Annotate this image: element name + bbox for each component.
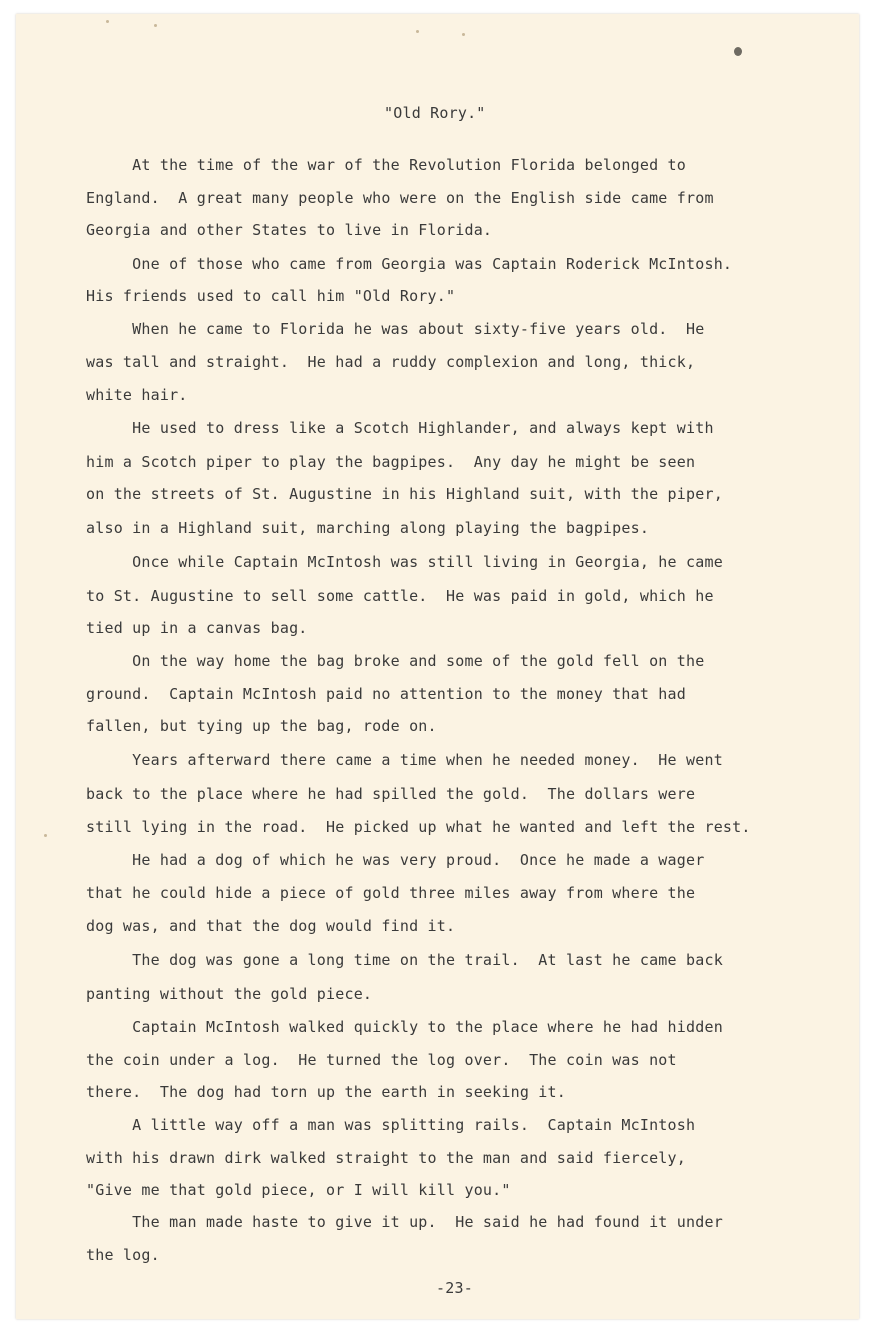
text-line: white hair. bbox=[86, 386, 188, 404]
text-line: was tall and straight. He had a ruddy complexion and long, thick, bbox=[86, 353, 696, 371]
text-line: He had a dog of which he was very proud. Once he made a wager bbox=[86, 851, 705, 869]
paper-speck bbox=[106, 20, 109, 23]
paper-speck bbox=[462, 33, 465, 36]
text-line: tied up in a canvas bag. bbox=[86, 619, 308, 637]
text-line: also in a Highland suit, marching along playing the bagpipes. bbox=[86, 519, 650, 537]
text-line: the coin under a log. He turned the log over. The coin was not bbox=[86, 1051, 677, 1069]
text-line: The man made haste to give it up. He said he had found it under bbox=[86, 1213, 723, 1231]
text-line: fallen, but tying up the bag, rode on. bbox=[86, 717, 437, 735]
text-line: England. A great many people who were on the English side came from bbox=[86, 189, 714, 207]
text-line: A little way off a man was splitting rails. Captain McIntosh bbox=[86, 1116, 696, 1134]
text-line: One of those who came from Georgia was Captain Roderick McIntosh. bbox=[86, 255, 733, 273]
paper-speck bbox=[44, 834, 47, 837]
page-number: -23- bbox=[436, 1279, 473, 1297]
text-line: the log. bbox=[86, 1246, 160, 1264]
text-line: Once while Captain McIntosh was still living in Georgia, he came bbox=[86, 553, 723, 571]
paper-speck bbox=[154, 24, 157, 27]
text-line: to St. Augustine to sell some cattle. He was paid in gold, which he bbox=[86, 587, 714, 605]
punch-hole bbox=[734, 47, 742, 56]
text-line: When he came to Florida he was about sixty-five years old. He bbox=[86, 320, 705, 338]
document-title: "Old Rory." bbox=[384, 104, 486, 122]
text-line: His friends used to call him "Old Rory." bbox=[86, 287, 456, 305]
text-line: He used to dress like a Scotch Highlander, and always kept with bbox=[86, 419, 714, 437]
text-line: On the way home the bag broke and some of the gold fell on the bbox=[86, 652, 705, 670]
text-line: on the streets of St. Augustine in his Highland suit, with the piper, bbox=[86, 485, 723, 503]
text-line: still lying in the road. He picked up what he wanted and left the rest. bbox=[86, 818, 751, 836]
text-line: there. The dog had torn up the earth in seeking it. bbox=[86, 1083, 566, 1101]
text-line: ground. Captain McIntosh paid no attention to the money that had bbox=[86, 685, 686, 703]
text-line: Captain McIntosh walked quickly to the place where he had hidden bbox=[86, 1018, 723, 1036]
text-line: "Give me that gold piece, or I will kill you." bbox=[86, 1181, 511, 1199]
text-line: Georgia and other States to live in Florida. bbox=[86, 221, 493, 239]
paper-speck bbox=[416, 30, 419, 33]
text-line: dog was, and that the dog would find it. bbox=[86, 917, 456, 935]
text-line: Years afterward there came a time when he needed money. He went bbox=[86, 751, 723, 769]
text-line: The dog was gone a long time on the trail. At last he came back bbox=[86, 951, 723, 969]
text-line: At the time of the war of the Revolution Florida belonged to bbox=[86, 156, 686, 174]
text-line: panting without the gold piece. bbox=[86, 985, 373, 1003]
text-line: back to the place where he had spilled the gold. The dollars were bbox=[86, 785, 696, 803]
text-line: him a Scotch piper to play the bagpipes. Any day he might be seen bbox=[86, 453, 696, 471]
text-line: with his drawn dirk walked straight to the man and said fiercely, bbox=[86, 1149, 686, 1167]
text-line: that he could hide a piece of gold three miles away from where the bbox=[86, 884, 696, 902]
